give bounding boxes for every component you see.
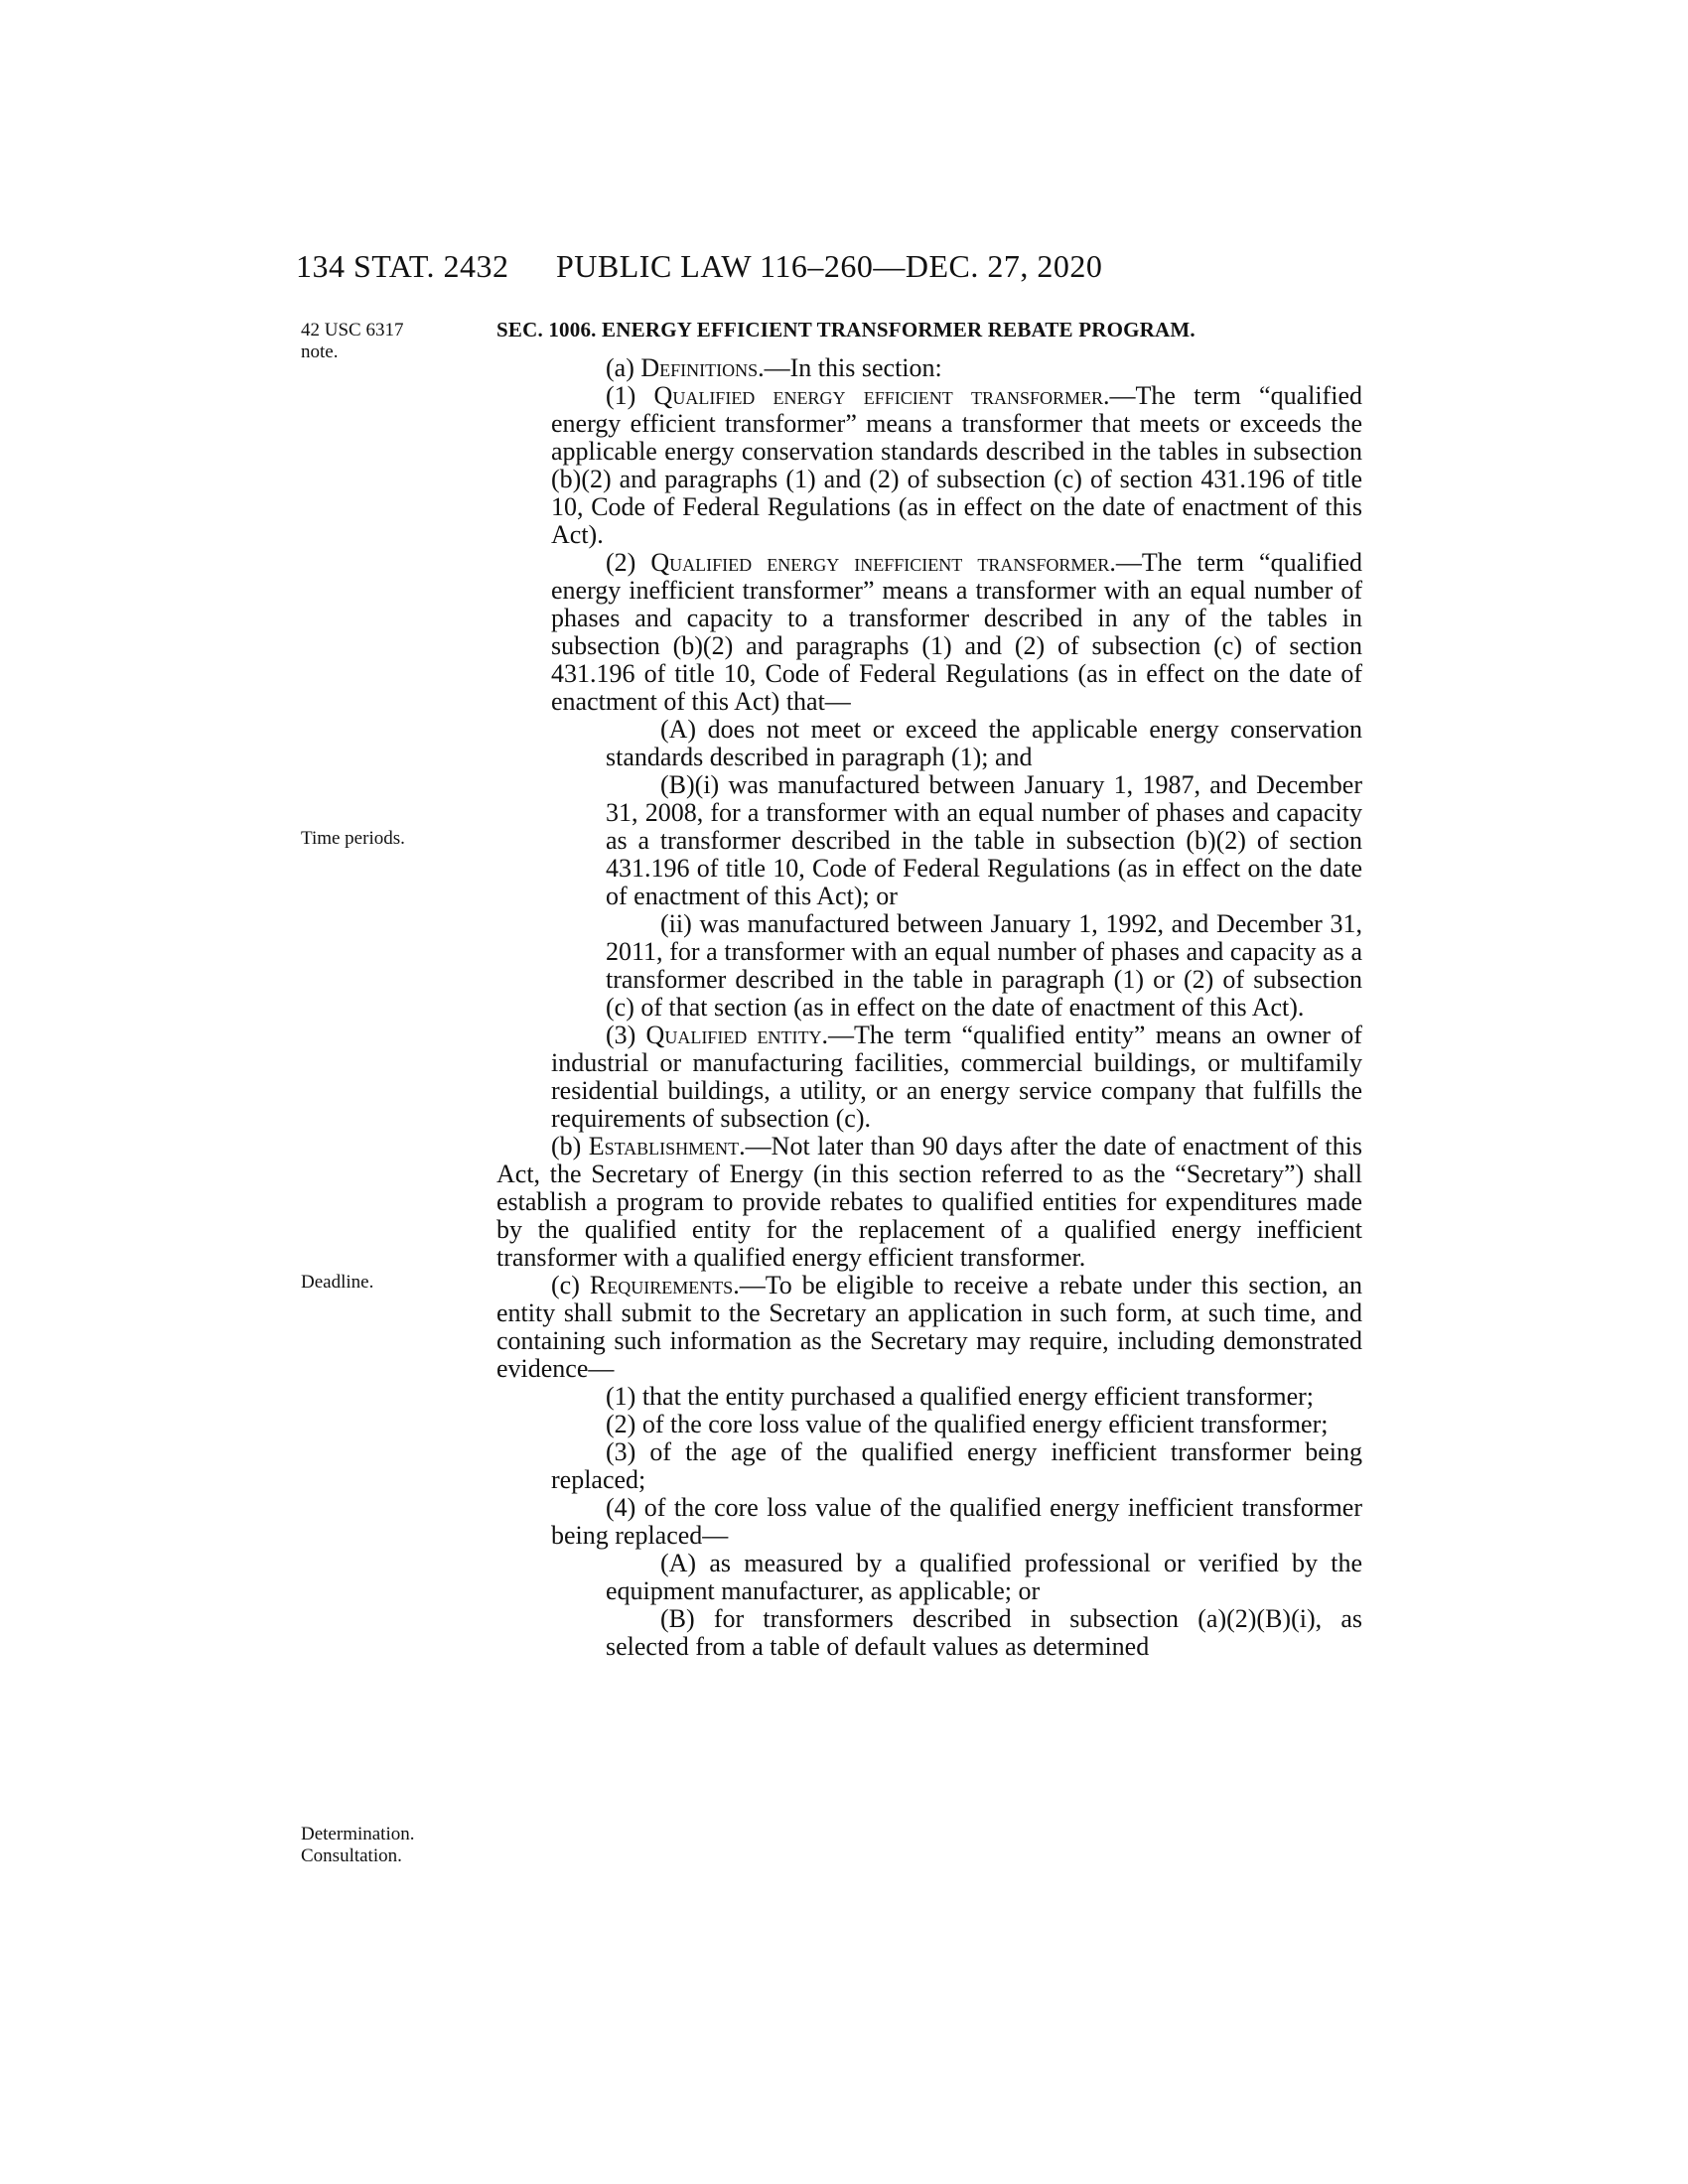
paragraph-a2-heading: Qualified energy inefficient transformer (650, 548, 1110, 577)
paragraph-c1: (1) that the entity purchased a qualified energy efficient transformer; (606, 1382, 1315, 1411)
statute-body (496, 354, 1362, 1661)
paragraph-a2 (496, 549, 1362, 716)
margin-note-time-periods: Time periods. (301, 828, 405, 849)
subparagraph-c4A: (A) as measured by a qualified professional or verified by the equipment manufacturer, as applicable; or (606, 1549, 1362, 1605)
subsection-a-label: (a) (606, 353, 641, 382)
margin-note-deadline: Deadline. (301, 1272, 374, 1293)
paragraph-a1-label: (1) (606, 381, 654, 410)
paragraph-a3 (496, 1022, 1362, 1133)
subsection-c-label: (c) (551, 1271, 590, 1299)
margin-note-determination: Determination. (301, 1824, 415, 1844)
section-heading: SEC. 1006. ENERGY EFFICIENT TRANSFORMER REBATE PROGRAM. (496, 318, 1196, 341)
public-law-header: PUBLIC LAW 116–260—DEC. 27, 2020 (556, 248, 1103, 284)
paragraph-a3-heading: Qualified entity (645, 1021, 822, 1049)
subsection-b (496, 1133, 1362, 1272)
paragraph-a3-text: .—The term “qualified entity” means an owner of industrial or manufacturing facilities, commercial buildings, or multifamily residential buildings, a utility, or an energy service company that fulfills the requirements of subsection (c). (551, 1021, 1362, 1133)
subsection-c (496, 1272, 1362, 1383)
paragraph-a1-heading: Qualified energy efficient transformer (653, 381, 1104, 410)
subsection-b-text: .—Not later than 90 days after the date of enactment of this Act, the Secretary of Energy (in this section referred to as the “Secretary”) shall establish a program to provide rebates to qualified entities for expenditures made by the qualified entity for the replacement of a qualified energy inefficient transformer with a qualified energy efficient transformer. (496, 1132, 1362, 1272)
margin-note-usc (301, 320, 403, 363)
subsection-c-heading: Requirements (589, 1271, 734, 1299)
subparagraph-a2Bi: (B)(i) was manufactured between January 1, 1987, and December 31, 2008, for a transformer with an equal number of phases and capacity as a transformer described in the table in subsection (b)(2) of section 431.196 of title 10, Code of Federal Regulations (as in effect on the date of enactment of this Act); or (606, 770, 1362, 910)
paragraph-a2-text: .—The term “qualified energy inefficient transformer” means a transformer with an equal number of phases and capacity to a transformer described in any of the tables in subsection (b)(2) and paragraphs (1) and (2) of subsection (c) of section 431.196 of title 10, Code of Federal Regulations (as in effect on the date of enactment of this Act) that— (551, 548, 1362, 716)
subsection-a-text: .—In this section: (758, 353, 942, 382)
paragraph-a2-label: (2) (606, 548, 651, 577)
subsection-b-label: (b) (551, 1132, 589, 1160)
paragraph-c3: (3) of the age of the qualified energy inefficient transformer being replaced; (551, 1437, 1362, 1494)
paragraph-a3-label: (3) (606, 1021, 646, 1049)
margin-note-determination-consultation (301, 1824, 415, 1867)
subsection-c-text: .—To be eligible to receive a rebate under this section, an entity shall submit to the Secretary an application in such form, at such time, and containing such information as the Secretary may require, including demonstrated evidence— (496, 1271, 1362, 1383)
margin-note-usc-line1: 42 USC 6317 (301, 320, 404, 341)
paragraph-a1 (496, 382, 1362, 549)
subsection-b-heading: Establishment (588, 1132, 740, 1160)
clause-a2Bii: (ii) was manufactured between January 1, 1992, and December 31, 2011, for a transformer with an equal number of phases and capacity as a transformer described in the table in paragraph (1) or (2) of subsection (c) of that section (as in effect on the date of enactment of this Act). (606, 909, 1362, 1022)
subparagraph-a2A: (A) does not meet or exceed the applicable energy conservation standards described in paragraph (1); and (606, 715, 1362, 771)
subsection-a (496, 354, 1362, 382)
subparagraph-c4B: (B) for transformers described in subsection (a)(2)(B)(i), as selected from a table of default values as determined (606, 1604, 1362, 1661)
paragraph-a1-text: .—The term “qualified energy efficient transformer” means a transformer that meets or exceeds the applicable energy conservation standards described in the tables in subsection (b)(2) and paragraphs (1) and (2) of subsection (c) of section 431.196 of title 10, Code of Federal Regulations (as in effect on the date of enactment of this Act). (551, 381, 1362, 549)
paragraph-c2: (2) of the core loss value of the qualified energy efficient transformer; (606, 1410, 1329, 1438)
paragraph-c4: (4) of the core loss value of the qualified energy inefficient transformer being replaced— (551, 1493, 1362, 1550)
margin-note-usc-line2: note. (301, 341, 339, 362)
margin-note-consultation: Consultation. (301, 1845, 402, 1866)
subsection-a-heading: Definitions (640, 353, 759, 382)
stat-page-number: 134 STAT. 2432 (296, 248, 509, 284)
